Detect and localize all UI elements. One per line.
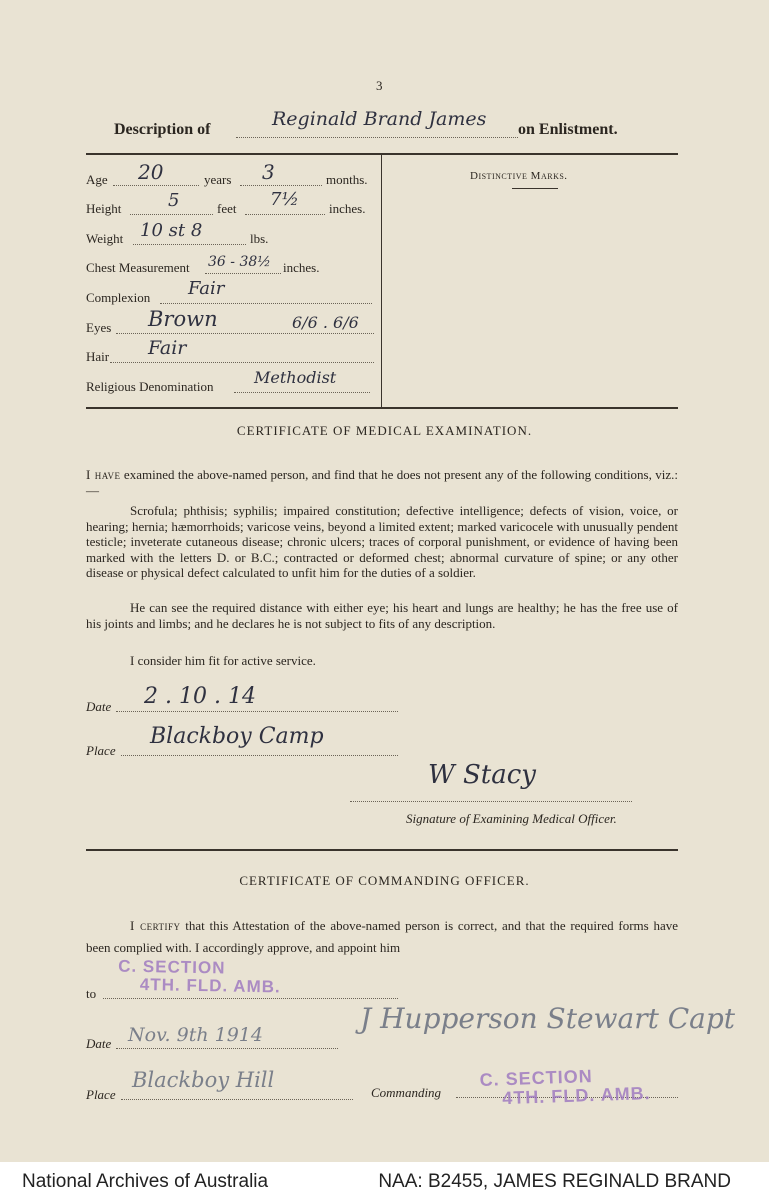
unit-stamp-2 [479, 1064, 651, 1110]
medical-sight: He can see the required distance with either eye; his heart and lungs are healthy; he has the free use of his joints and limbs; and he declares he is not subject to fits of any description. [86, 600, 678, 631]
height-inches-line [245, 214, 325, 215]
commanding-certify [86, 915, 678, 959]
archive-name: National Archives of Australia [22, 1171, 269, 1192]
medical-intro [86, 467, 678, 498]
height-feet-line [130, 214, 213, 215]
months-label: months. [326, 172, 368, 187]
medical-fit: I consider him fit for active service. [130, 653, 316, 668]
medical-bottom-rule [86, 849, 678, 851]
commanding-date-value: Nov. 9th 1914 [128, 1024, 263, 1046]
medical-place-value: Blackboy Camp [150, 724, 324, 749]
chest-label: Chest Measurement [86, 260, 190, 275]
medical-place-label: Place [86, 743, 116, 758]
commanding-certificate-title: CERTIFICATE OF COMMANDING OFFICER. [239, 873, 530, 888]
hair-label: Hair [86, 349, 110, 364]
religion-label: Religious Denomination [86, 379, 214, 394]
eyes-label: Eyes [86, 320, 112, 335]
medical-signature-label: Signature of Examining Medical Officer. [406, 811, 617, 826]
commanding-date-label: Date [86, 1036, 112, 1051]
complexion-value: Fair [188, 278, 225, 299]
height-label: Height [86, 201, 122, 216]
medical-officer-signature: W Stacy [428, 760, 536, 790]
medical-signature-line [350, 801, 632, 802]
appoint-to-label: to [86, 986, 97, 1001]
medical-conditions: Scrofula; phthisis; syphilis; impaired constitution; defective intelligence; defects of vision, voice, or hearing; hernia; hæmorrhoids; varicose veins, beyond a limited extent; marked varicocele with unusually pendent testicle; inveterate cutaneous disease; chronic ulcers; traces of corporal punishment, or evidence of having been marked with the letters D. or B.C.; contracted or deformed chest; abnormal curvature of spine; or any other disease or physical defect calculated to unfit him for the duties of a soldier. [86, 503, 678, 580]
commanding-label: Commanding [371, 1085, 442, 1100]
commanding-date-line [116, 1048, 338, 1049]
column-divider [381, 155, 382, 408]
unit-stamp-2-line1: C. SECTION [479, 1066, 593, 1090]
hair-value: Fair [148, 337, 187, 359]
description-prefix: Description of [114, 121, 211, 138]
weight-line [133, 244, 246, 245]
medical-date-label: Date [86, 699, 112, 714]
height-feet-value: 5 [168, 190, 180, 211]
hair-line [110, 362, 374, 363]
name-line [236, 137, 518, 138]
inches-label: inches. [329, 201, 366, 216]
unit-stamp-2-line2: 4TH. FLD. AMB. [502, 1083, 651, 1109]
medical-certificate-title: CERTIFICATE OF MEDICAL EXAMINATION. [236, 423, 533, 438]
age-months-line [240, 185, 322, 186]
weight-label: Weight [86, 231, 124, 246]
medical-date-line [116, 711, 398, 712]
religion-value: Methodist [254, 368, 337, 387]
complexion-label: Complexion [86, 290, 151, 305]
age-label: Age [86, 172, 108, 187]
weight-value: 10 st 8 [140, 220, 203, 241]
appoint-to-line [103, 998, 398, 999]
archive-reference: NAA: B2455, JAMES REGINALD BRAND [378, 1171, 731, 1192]
commanding-certify-rest: that this Attestation of the above-named person is correct, and that the required forms have been complied with. I accordingly approve, and appoint him [86, 918, 679, 955]
complexion-line [160, 303, 372, 304]
unit-stamp-1-line1: C. SECTION [118, 956, 226, 978]
medical-date-value: 2 . 10 . 14 [144, 684, 256, 709]
commanding-officer-signature: J Hupperson Stewart Capt [360, 1002, 736, 1035]
lbs-label: lbs. [250, 231, 269, 246]
medical-intro-rest: examined the above-named person, and find that he does not present any of the following conditions, viz.:— [86, 467, 678, 498]
eyes-value: Brown [148, 307, 218, 331]
feet-label: feet [217, 201, 237, 216]
distinctive-marks-underline [512, 188, 558, 189]
medical-place-line [121, 755, 398, 756]
age-months-value: 3 [262, 160, 275, 184]
chest-value: 36 - 38½ [208, 254, 271, 270]
recruit-name: Reginald Brand James [272, 108, 487, 130]
page-number: 3 [376, 78, 383, 93]
commanding-place-label: Place [86, 1087, 116, 1102]
distinctive-marks-label: Distinctive Marks. [470, 170, 568, 182]
eyes-vision-value: 6/6 . 6/6 [292, 313, 359, 332]
commanding-place-value: Blackboy Hill [132, 1068, 275, 1092]
unit-stamp-1 [118, 957, 282, 998]
chest-inches-label: inches. [283, 260, 320, 275]
description-suffix: on Enlistment. [518, 121, 618, 138]
chest-line [205, 273, 281, 274]
religion-line [234, 392, 370, 393]
top-rule [86, 153, 678, 155]
description-bottom-rule [86, 407, 678, 409]
unit-stamp-1-line2: 4TH. FLD. AMB. [139, 974, 281, 997]
commanding-certify-lead: I certify [130, 918, 181, 933]
medical-intro-lead: I have [86, 467, 121, 482]
archive-footer [0, 1162, 769, 1200]
age-years-line [113, 185, 199, 186]
height-inches-value: 7½ [270, 189, 299, 210]
eyes-line [116, 333, 374, 334]
commanding-place-line [121, 1099, 353, 1100]
age-years-value: 20 [138, 160, 164, 184]
years-label: years [204, 172, 232, 187]
